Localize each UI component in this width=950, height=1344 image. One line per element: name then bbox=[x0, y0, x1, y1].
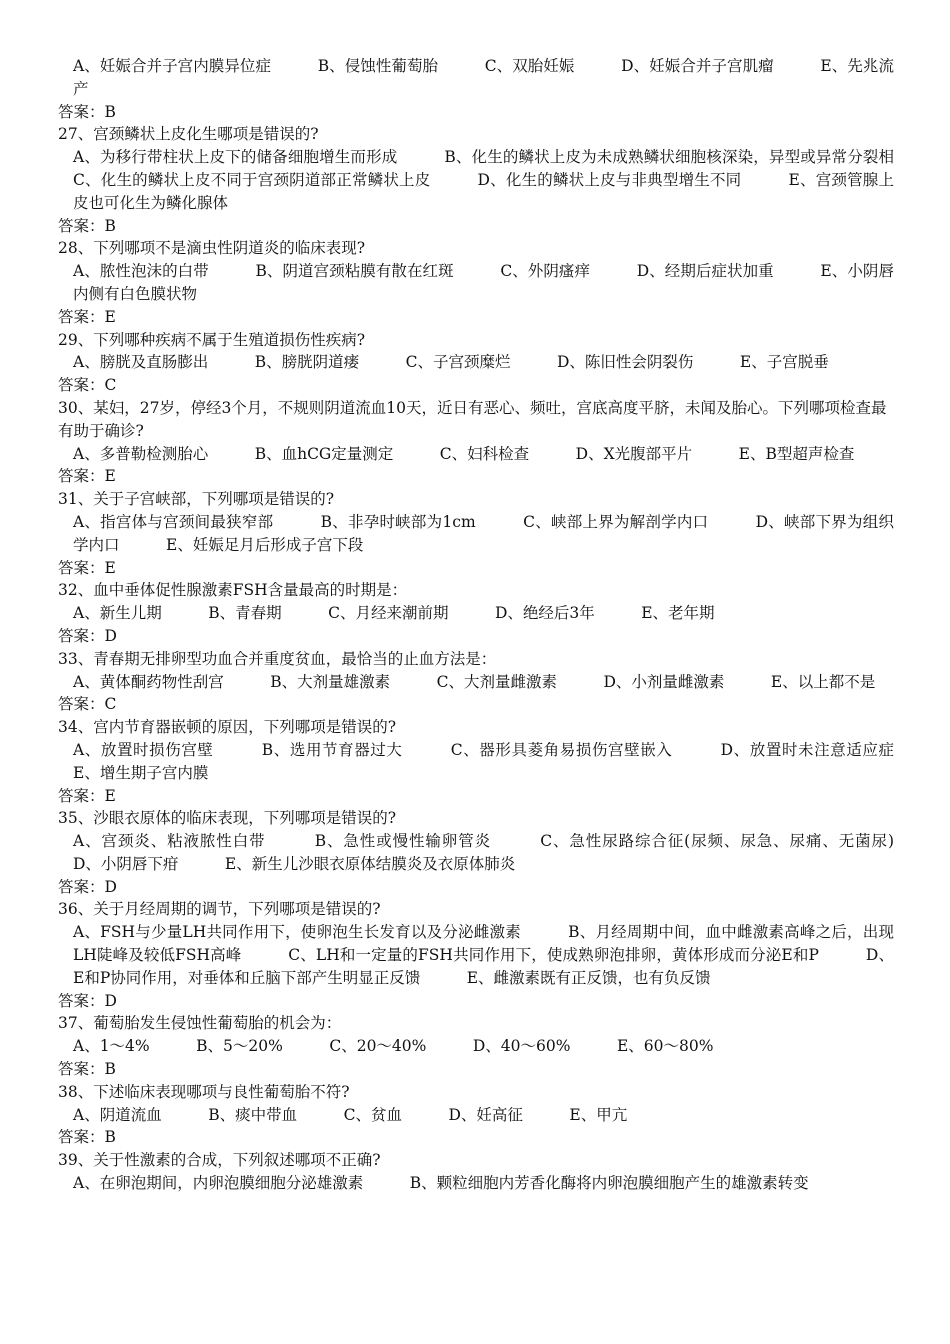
question-stem: 32、血中垂体促性腺激素FSH含量最高的时期是： bbox=[58, 581, 408, 600]
question-stem: 36、关于月经周期的调节，下列哪项是错误的? bbox=[58, 900, 381, 919]
answer-line: 答案：D bbox=[58, 626, 117, 645]
question-options: A、指宫体与宫颈间最狭窄部 B、非孕时峡部为1cm C、峡部上界为解剖学内口 D、峡部下界为组织学内口 E、妊娠足月后形成子宫下段 bbox=[73, 512, 894, 554]
question-block bbox=[58, 123, 941, 237]
question-options: A、在卵泡期间，内卵泡膜细胞分泌雄激素 B、颗粒细胞内芳香化酶将内卵泡膜细胞产生的雄激素转变 bbox=[73, 1174, 809, 1193]
question-stem: 38、下述临床表现哪项与良性葡萄胎不符? bbox=[58, 1082, 350, 1101]
answer-line: 答案：D bbox=[58, 991, 117, 1010]
question-options: A、FSH与少量LH共同作用下，使卵泡生长发育以及分泌雌激素 B、月经周期中间，血中雌激素高峰之后，出现LH陡峰及较低FSH高峰 C、LH和一定量的FSH共同作用下，使成熟卵泡排卵，黄体形成而分泌E和P D、E和P协同作用，对垂体和丘脑下部产生明显正反馈 E、雌激素既有正反馈，也有负反馈 bbox=[73, 923, 894, 987]
question-options: A、宫颈炎、粘液脓性白带 B、急性或慢性输卵管炎 C、急性尿路综合征(尿频、尿急、尿痛、无菌尿) D、小阴唇下疳 E、新生儿沙眼衣原体结膜炎及衣原体肺炎 bbox=[73, 832, 941, 873]
answer-line: 答案：E bbox=[58, 558, 116, 577]
question-block bbox=[58, 488, 894, 579]
question-options: A、阴道流血 B、痰中带血 C、贫血 D、妊高征 E、甲亢 bbox=[73, 1105, 628, 1124]
question-stem: 35、沙眼衣原体的临床表现，下列哪项是错误的? bbox=[58, 809, 397, 828]
question-options: A、多普勒检测胎心 B、血hCG定量测定 C、妇科检查 D、X光腹部平片 E、B型超声检查 bbox=[73, 444, 855, 463]
question-stem: 37、葡萄胎发生侵蚀性葡萄胎的机会为： bbox=[58, 1014, 342, 1033]
question-stem: 34、宫内节育器嵌顿的原因，下列哪项是错误的? bbox=[58, 718, 397, 737]
question-block bbox=[58, 397, 894, 488]
question-block bbox=[58, 237, 894, 328]
question-block bbox=[58, 898, 894, 1012]
question-stem: 33、青春期无排卵型功血合并重度贫血，最恰当的止血方法是： bbox=[58, 649, 497, 668]
question-stem: 31、关于子宫峡部，下列哪项是错误的? bbox=[58, 490, 335, 509]
answer-line: 答案：B bbox=[58, 1128, 116, 1147]
question-stem: 30、某妇，27岁，停经3个月，不规则阴道流血10天，近日有恶心、频吐，宫底高度平脐，未闻及胎心。下列哪项检查最有助于确诊? bbox=[58, 398, 887, 440]
answer-line: 答案：E bbox=[58, 307, 116, 326]
question-block bbox=[58, 1012, 894, 1080]
question-options: A、新生儿期 B、青春期 C、月经来潮前期 D、绝经后3年 E、老年期 bbox=[73, 604, 715, 623]
answer-line: 答案：E bbox=[58, 786, 116, 805]
question-options: A、为移行带柱状上皮下的储备细胞增生而形成 B、化生的鳞状上皮为未成熟鳞状细胞核深染，异型或异常分裂相 C、化生的鳞状上皮不同于宫颈阴道部正常鳞状上皮 D、化生的鳞状上皮与非典型增生不同 E、宫颈管腺上皮也可化生为鳞化腺体 bbox=[73, 148, 941, 212]
question-block bbox=[58, 579, 894, 647]
question-block bbox=[58, 807, 941, 898]
question-options: A、膀胱及直肠膨出 B、膀胱阴道瘘 C、子宫颈糜烂 D、陈旧性会阴裂伤 E、子宫脱垂 bbox=[73, 353, 829, 372]
answer-line: 答案：B bbox=[58, 216, 116, 235]
question-block bbox=[58, 1081, 894, 1149]
question-block bbox=[58, 1149, 894, 1195]
answer-line: 答案：B bbox=[58, 102, 116, 121]
question-block bbox=[58, 716, 941, 807]
question-options: A、放置时损伤宫壁 B、选用节育器过大 C、器形具菱角易损伤宫壁嵌入 D、放置时未注意适应症 E、增生期子宫内膜 bbox=[73, 740, 941, 782]
answer-line: 答案：C bbox=[58, 695, 117, 714]
question-options: A、妊娠合并子宫内膜异位症 B、侵蚀性葡萄胎 C、双胎妊娠 D、妊娠合并子宫肌瘤 E、先兆流产 bbox=[73, 57, 894, 98]
question-stem: 39、关于性激素的合成，下列叙述哪项不正确? bbox=[58, 1151, 381, 1170]
answer-line: 答案：B bbox=[58, 1060, 116, 1079]
question-options: A、1～4% B、5～20% C、20～40% D、40～60% E、60～80% bbox=[73, 1037, 714, 1056]
answer-line: 答案：C bbox=[58, 376, 117, 395]
question-block bbox=[58, 329, 894, 397]
answer-line: 答案：D bbox=[58, 877, 117, 896]
question-block bbox=[58, 648, 894, 716]
question-block bbox=[58, 55, 894, 123]
answer-line: 答案：E bbox=[58, 467, 116, 486]
question-stem: 27、宫颈鳞状上皮化生哪项是错误的? bbox=[58, 125, 319, 144]
question-stem: 29、下列哪种疾病不属于生殖道损伤性疾病? bbox=[58, 330, 366, 349]
document-page bbox=[58, 55, 941, 1195]
question-options: A、脓性泡沫的白带 B、阴道宫颈粘膜有散在红斑 C、外阴瘙痒 D、经期后症状加重 E、小阴唇内侧有白色膜状物 bbox=[73, 262, 894, 303]
question-stem: 28、下列哪项不是滴虫性阴道炎的临床表现? bbox=[58, 239, 366, 258]
question-options: A、黄体酮药物性刮宫 B、大剂量雄激素 C、大剂量雌激素 D、小剂量雌激素 E、以上都不是 bbox=[73, 672, 876, 691]
